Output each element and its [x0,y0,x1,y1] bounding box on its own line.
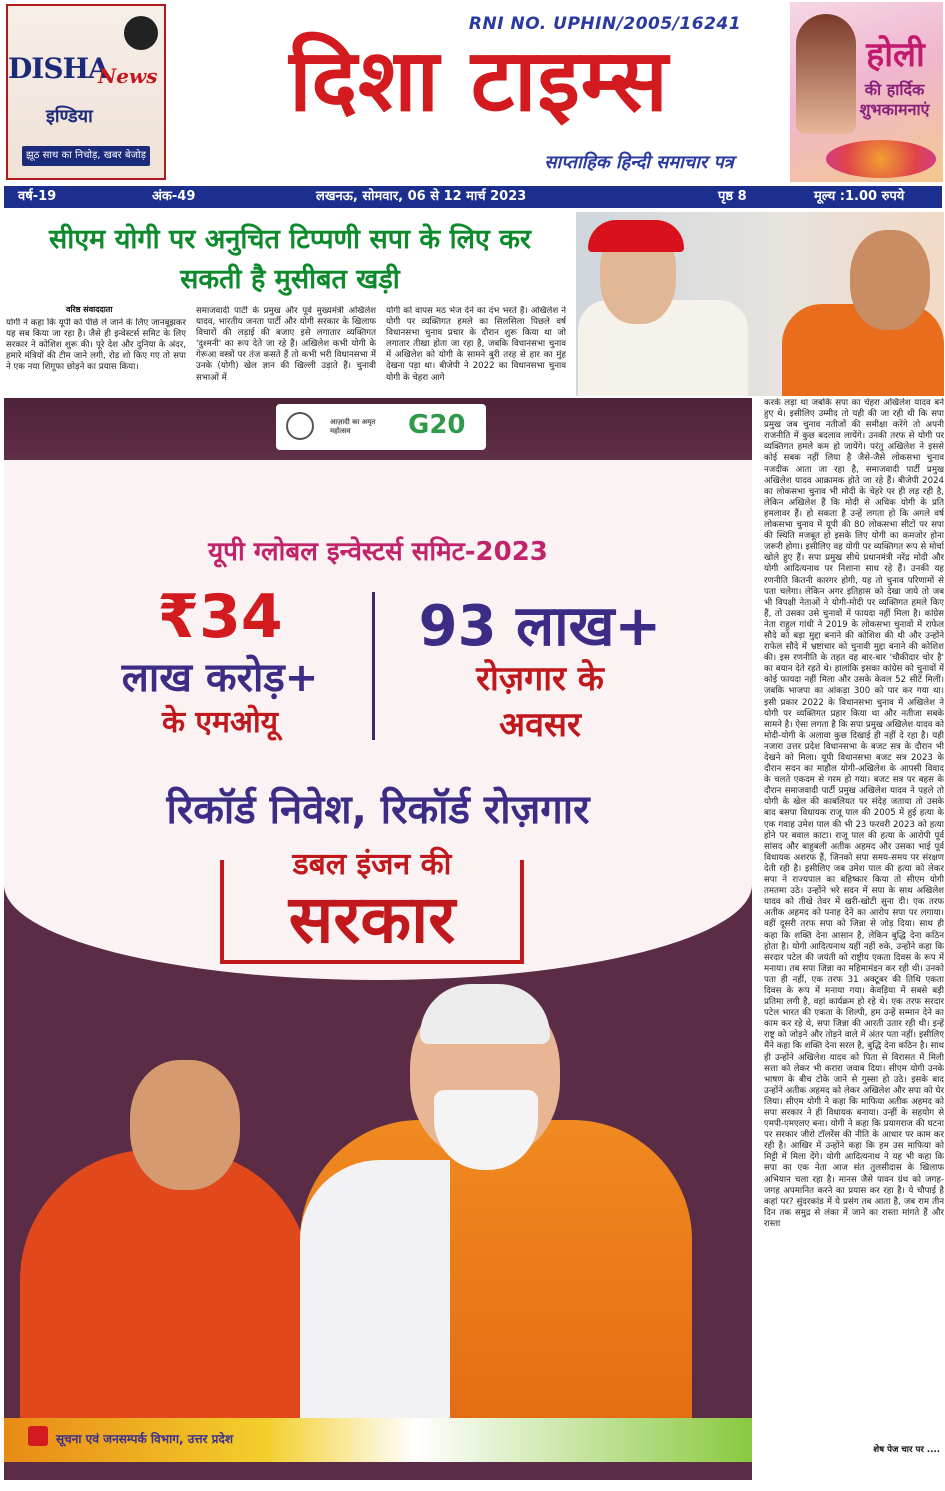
rni-number: RNI NO. UPHIN/2005/16241 [468,14,742,34]
info-department-icon [28,1426,48,1446]
up-emblem-icon [286,412,314,440]
red-cap-image [588,220,684,252]
ad-footer-text: सूचना एवं जनसम्पर्क विभाग, उत्तर प्रदेश [56,1432,234,1446]
issue-info-bar [4,186,942,208]
issue-number: अंक-49 [152,189,196,204]
holi-subtitle [846,80,943,120]
issue-price: मूल्य :1.00 रुपये [814,189,905,204]
newspaper-subtitle: साप्ताहिक हिन्दी समाचार पत्र [544,152,734,173]
logo-disha-text: DISHA [8,52,109,85]
issue-place-date: लखनऊ, सोमवार, 06 से 12 मार्च 2023 [316,189,527,204]
logo-news-text: News [98,64,158,88]
article-column-2: समाजवादी पार्टी के प्रमुख और पूर्व मुख्यमंत्री अखिलेश यादव, भारतीय जनता पार्टी और योगी सरकार के खिलाफ विचारों की लड़ाई की बजाए इसे लगातार व्यक्तिगत 'दुश्मनी' का रूप देते जा रहे हैं। अखिलेश कभी योगी के गेरूआ वस्त्रों पर तंज कसते हैं तो कभी भरी विधानसभा में उनके (योगी) खेल ज्ञान की खिल्ली उड़ाते हैं। चुनावी सभाओं में [196,306,376,383]
article-headline [10,220,570,300]
holi-sub-line1: की हार्दिक [864,80,925,99]
logo-tagline: झूठ साथ का निचोड़, खबर बेजोड़ [22,146,150,166]
ad-modi-kurta-image [300,1160,450,1440]
article-byline: वरिष्ठ संवाददाता [66,305,113,314]
ad-yogi-body-image [20,1150,310,1440]
ad-yogi-face-image [130,1060,240,1190]
ad-jobs-line3: अवसर [499,705,581,745]
ad-sarkar: सरकार [288,881,456,958]
ad-tagline: रिकॉर्ड निवेश, रिकॉर्ड रोज़गार [166,787,590,833]
ad-mou-unit: लाख करोड़+ [121,655,319,701]
color-powder-image [826,140,936,178]
headline-line2: सकती है मुसीबत खड़ी [180,264,400,295]
ad-heading: यूपी ग्लोबल इन्वेस्टर्स समिट-2023 [208,537,548,567]
ad-mou-label: के एमओयू [161,705,279,740]
ad-double-engine: डबल इंजन की [292,847,452,882]
yogi-face-image [850,230,930,330]
ad-divider [372,592,375,740]
page-number: पृष्ठ 8 [718,189,747,204]
microphone-icon [124,16,158,50]
newspaper-title: दिशा टाइम्स [289,30,669,131]
ad-mou-amount: ₹34 [157,582,283,652]
ad-logo-strip [276,404,486,450]
holi-sub-line2: शुभकामनाएं [859,100,930,119]
ad-jobs-amount: 93 लाख+ [418,594,662,659]
headline-line1: सीएम योगी पर अनुचित टिप्पणी सपा के लिए कर [49,224,531,255]
g20-logo-text: G20 [408,410,466,440]
article-column-1: योगी ने कहा कि यूपी को पीछे ले जाने के लिए जानबूझकर यह सब किया जा रहा है। जैसे ही इन्वेस्टर्स समिट के लिए सरकार ने कोशिश शुरू की। पूरे देश और दुनिया के अंदर, हमारे मंत्रियों की टीम जाने लगी, रोड शो किए गए तो सपा ने एक नया शिगूफा छोड़ने का प्रयास किया। [6,318,186,373]
ad-jobs-line2: रोज़गार के [476,659,604,699]
continued-note: शेष पेज चार पर .... [873,1445,940,1455]
article-column-4: करके लड़ा था जबकि सपा का चेहरा अखिलेश यादव बने हुए थे। इसीलिए उम्मीद तो यही की जा रही थी कि सपा प्रमुख जब चुनाव नतीजों की समीक्षा करेंगे तो अपनी राजनीति में कुछ बदलाव लायेंगे। उनकी तरफ से योगी पर व्यक्तिगत हमले कम हो जायेंगे। परंतु अखिलेश ने इससे कोई सबक नहीं लिया है जैसे-जैसे लोकसभा चुनाव नजदीक आता जा रहा है, समाजवादी पार्टी प्रमुख अखिलेश यादव आक्रामक होते जा रहे हैं। बीजेपी 2024 का लोकसभा चुनाव भी मोदी के चेहरे पर ही लड़ रही है, लेकिन अखिलेश हैं कि मोदी से अधिक योगी के प्रति हमलावर हैं। हो सकता है उन्हें लगता हो कि अगले वर्ष लोकसभा चुनाव में यूपी की 80 लोकसभा सीटों पर सपा की स्थिति मजबूत हो इसके लिए योगी का कमजोर होना जरूरी होगा। इसीलिए वह योगी पर व्यक्तिगत रूप से मोर्चा खोले हुए हैं। सपा प्रमुख सीधे प्रधानमंत्री नरेंद्र मोदी और योगी आदित्यनाथ पर निशाना साध रहे हैं। उनकी यह रणनीति कितनी कारगर होगी, यह तो चुनाव परिणामों से पता चलेगा। लेकिन अगर इतिहास को देखा जाये तो जब भी विपक्षी नेताओं ने योगी-मोदी पर व्यक्तिगत हमले किए हैं, तो उसका उसे चुनावों में फायदा नहीं मिला है। कांग्रेस नेता राहुल गांधी ने 2019 के लोकसभा चुनावों में राफेल सौदे को बड़ा मुद्दा बनाने की कोशिश की थी और उन्होंने राफेल सौदे में भ्रष्टाचार को चुनावी मुद्दा बनाने की कोशिश की। इस रणनीति के तहत वह बार-बार 'चौकीदार चोर है' का बयान देते रहते थे। हालांकि इसका कांग्रेस को चुनावों में कोई फायदा नहीं मिला और उसके केवल 52 सीटें मिलीं। जबकि भाजपा का आंकड़ा 300 को पार कर गया था। इसी प्रकार 2022 के विधानसभा चुनाव में अखिलेश ने योगी पर व्यक्तिगत प्रहार किया था और नतीजा सबके सामने है। ऐसा लगता है कि सपा प्रमुख अखिलेश यादव को मोदी-योगी के अलावा कुछ दिखाई ही नहीं दे रहा है। यही नजारा उत्तर प्रदेश विधानसभा के बजट सत्र के दौरान भी देखने को मिला। यूपी विधानसभा बजट सत्र 2023 के दौरान सदन का माहौल योगी-अखिलेश के आपसी विवाद के चलते एकदम से गरम हो गया। बजट सत्र पर बहस के दौरान समाजवादी पार्टी प्रमुख अखिलेश यादव ने पहले तो योगी के खेल की काबलियत पर संदेह जताया तो उसके बाद बसपा विधायक राजू पाल की 2005 में हुई हत्या के एक गवाह उमेश पाल की भी 23 फरवरी 2023 को हत्या होने पर बवाल काटा। राजू पाल की हत्या के आरोपी पूर्व सांसद और बाहुबली अतीक अहमद और उसका भाई पूर्व विधायक अशरफ हैं, जिनको सपा समय-समय पर संरक्षण देती रही है। इसीलिए जब उमेश पाल की हत्या को लेकर सपा ने राज्यपाल का बहिष्कार किया तो सीएम योगी तमतमा उठे। उन्होंने भरे सदन में सपा के साथ अखिलेश यादव को तीखे तेवर में खरी-खोटी सुना दी। एक तरफ अतीक अहमद को पनाह देने का आरोप सपा पर लगाया। वहीं दूसरी तरफ सपा को जिन्ना से जोड़ दिया। साथ ही कहा कि शक्ति देना आसान है, लेकिन बुद्धि देना कठिन होता है। योगी आदित्यनाथ यहीं नहीं रुके, उन्होंने कहा कि सरदार पटेल की जयंती को राष्ट्रीय एकता दिवस के रूप में मनाया। तब सपा जिन्ना का महिमामंडन कर रही थी। उनको पता ही नहीं, एक तरफ 31 अक्टूबर की तिथि एकता दिवस के रूप में मनाया गया। केवड़िया में सबसे बड़ी प्रतिमा लगी है, वहां कार्यक्रम हो रहे थे। एक तरफ सरदार पटेल भारत की एकता के शिल्पी, हम उन्हें सम्मान देने का काम कर रहे थे, सपा जिन्ना की आरती उतार रही थी। इन्हें राष्ट्र को जोड़ने और तोड़ने वाले में अंतर पता नहीं। इसीलिए मैंने कहा कि शक्ति देना सरल है, बुद्धि देना कठिन है। साथ ही उन्होंने अखिलेश यादव को पिता से विरासत में मिली सत्ता को लेकर भी करारा जवाब दिया। सीएम योगी उनके भाषण के बीच टोके जाने से गुस्सा हो उठे। इसके बाद उन्होंने अतीक अहमद को लेकर अखिलेश और सपा को घेर लिया। सीएम योगी ने कहा कि माफिया अतीक अहमद को सपा सरकार ने ही विधायक बनाया। उन्हीं के सहयोग से एमपी-एमएलए बना। योगी ने कहा कि प्रयागराज की घटना पर सरकार जीरो टॉलरेंस की नीति के आधार पर काम कर रही है। आखिर में उन्होंने कहा कि हम उस माफिया को मिट्टी में मिला देंगे। योगी आदित्यनाथ ने यह भी कहा कि सपा का एक नेता आज संत तुलसीदास के खिलाफ अभियान चला रहा है। मानस जैसे पावन ग्रंथ को जगह-जगह अपमानित करने का प्रयास कर रहा है। ये चौपाई है कहां पर? सुंदरकांड में ये प्रसंग तब आता है, जब राम तीन दिन तक समुद्र से लंका में जाने का रास्ता मांगते हैं और रास्ता [764,398,944,1229]
issue-year: वर्ष-19 [18,189,57,204]
azadi-logo-text: आज़ादी का अमृत महोत्सव [330,418,376,435]
article-column-3: योगी को वापस मठ भेज देने का दंभ भरते हैं। अखिलेश ने योगी पर व्यक्तिगत हमले का सिलसिला पिछले वर्ष विधानसभा चुनाव प्रचार के दौरान शुरू किया था जो लगातार तीखा होता जा रहा है, जबकि विधानसभा चुनाव में अखिलेश को योगी के सामने बुरी तरह से हार का मुंह देखना पड़ा था। बीजेपी ने 2022 का विधानसभा चुनाव योगी के चेहरा आगे [386,306,566,383]
logo-india-text: इण्डिया [46,106,93,127]
holi-title: होली [866,35,925,75]
